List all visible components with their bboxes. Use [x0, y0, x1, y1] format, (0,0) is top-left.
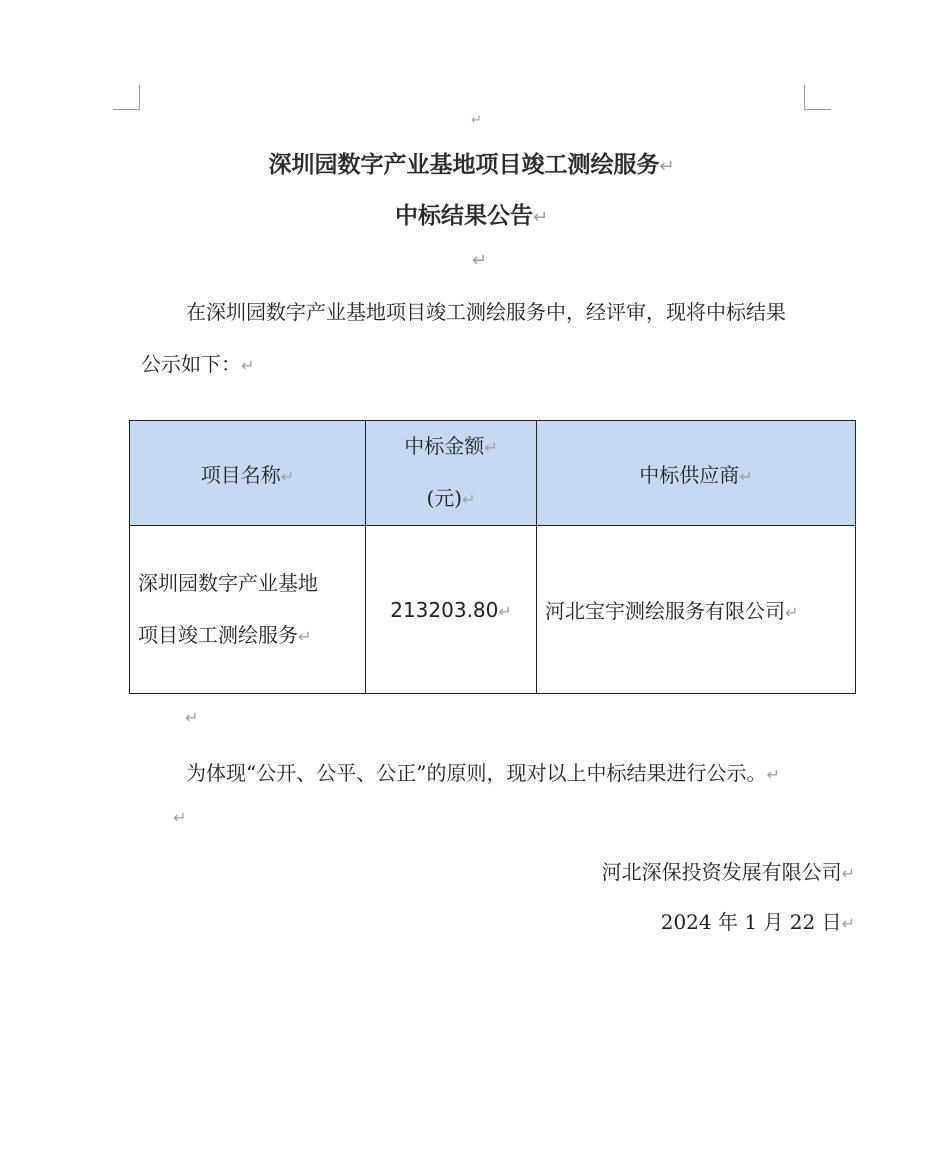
- intro-line-1: 在深圳园数字产业基地项目竣工测绘服务中，经评审，现将中标结果: [186, 300, 786, 324]
- paragraph-mark: ↵: [841, 914, 855, 933]
- header-supplier: [537, 421, 856, 526]
- paragraph-mark: ↵: [532, 207, 549, 228]
- cell-amount: [366, 526, 537, 694]
- paragraph-mark: ↵: [471, 113, 482, 128]
- page-corner-top-left: [113, 85, 140, 110]
- signature-date: [661, 906, 855, 935]
- date-text: 2024 年 1 月 22 日: [660, 910, 842, 934]
- title-line-2: [0, 197, 943, 230]
- page-corner-top-right: [804, 85, 831, 110]
- title-line-1: [0, 146, 943, 179]
- header-amount-text: 中标金额: [404, 434, 485, 458]
- title-line-1-text: 深圳园数字产业基地项目竣工测绘服务: [268, 152, 660, 178]
- paragraph-mark: ↵: [785, 603, 799, 622]
- title-line-2-text: 中标结果公告: [394, 203, 533, 229]
- closing-statement: [186, 757, 780, 786]
- paragraph-mark: ↵: [498, 601, 512, 621]
- header-amount: [366, 421, 537, 526]
- paragraph-mark: ↵: [659, 156, 675, 177]
- paragraph-mark: ↵: [739, 466, 753, 486]
- paragraph-mark: ↵: [462, 490, 476, 509]
- supplier-name: 河北宝宇测绘服务有限公司: [545, 599, 785, 623]
- project-name-line-2-text: 项目竣工测绘服务: [138, 622, 298, 647]
- project-name-line-1: 深圳园数字产业基地: [138, 570, 318, 595]
- header-project-name: [130, 421, 366, 526]
- paragraph-mark: ↵: [185, 708, 199, 727]
- paragraph-mark: ↵: [173, 808, 187, 827]
- award-table: [129, 420, 856, 694]
- paragraph-mark: ↵: [280, 466, 295, 486]
- signature-text: 河北深保投资发展有限公司: [601, 860, 842, 884]
- paragraph-mark: ↵: [484, 438, 498, 457]
- signature-organization: [602, 856, 855, 885]
- paragraph-mark: ↵: [841, 864, 855, 883]
- intro-line-2-text: 公示如下：: [141, 352, 241, 376]
- cell-supplier: [537, 526, 856, 694]
- paragraph-mark: ↵: [298, 626, 312, 646]
- closing-statement-text: 为体现“公开、公平、公正”的原则，现对以上中标结果进行公示。: [186, 761, 767, 785]
- table-row: [130, 526, 856, 694]
- project-name-line-2: [138, 609, 357, 663]
- paragraph-mark: ↵: [241, 356, 255, 375]
- paragraph-mark: ↵: [766, 765, 780, 784]
- paragraph-mark: ↵: [472, 250, 488, 271]
- header-amount-unit: (元): [426, 486, 463, 510]
- intro-line-2: [141, 348, 254, 377]
- header-project-name-text: 项目名称: [200, 462, 281, 487]
- cell-project-name: [130, 526, 366, 694]
- header-supplier-text: 中标供应商: [639, 462, 740, 487]
- amount-value: 213203.80: [390, 597, 499, 622]
- header-amount-line-1: [374, 421, 528, 473]
- table-header-row: [130, 421, 856, 526]
- header-amount-line-2: [374, 473, 528, 525]
